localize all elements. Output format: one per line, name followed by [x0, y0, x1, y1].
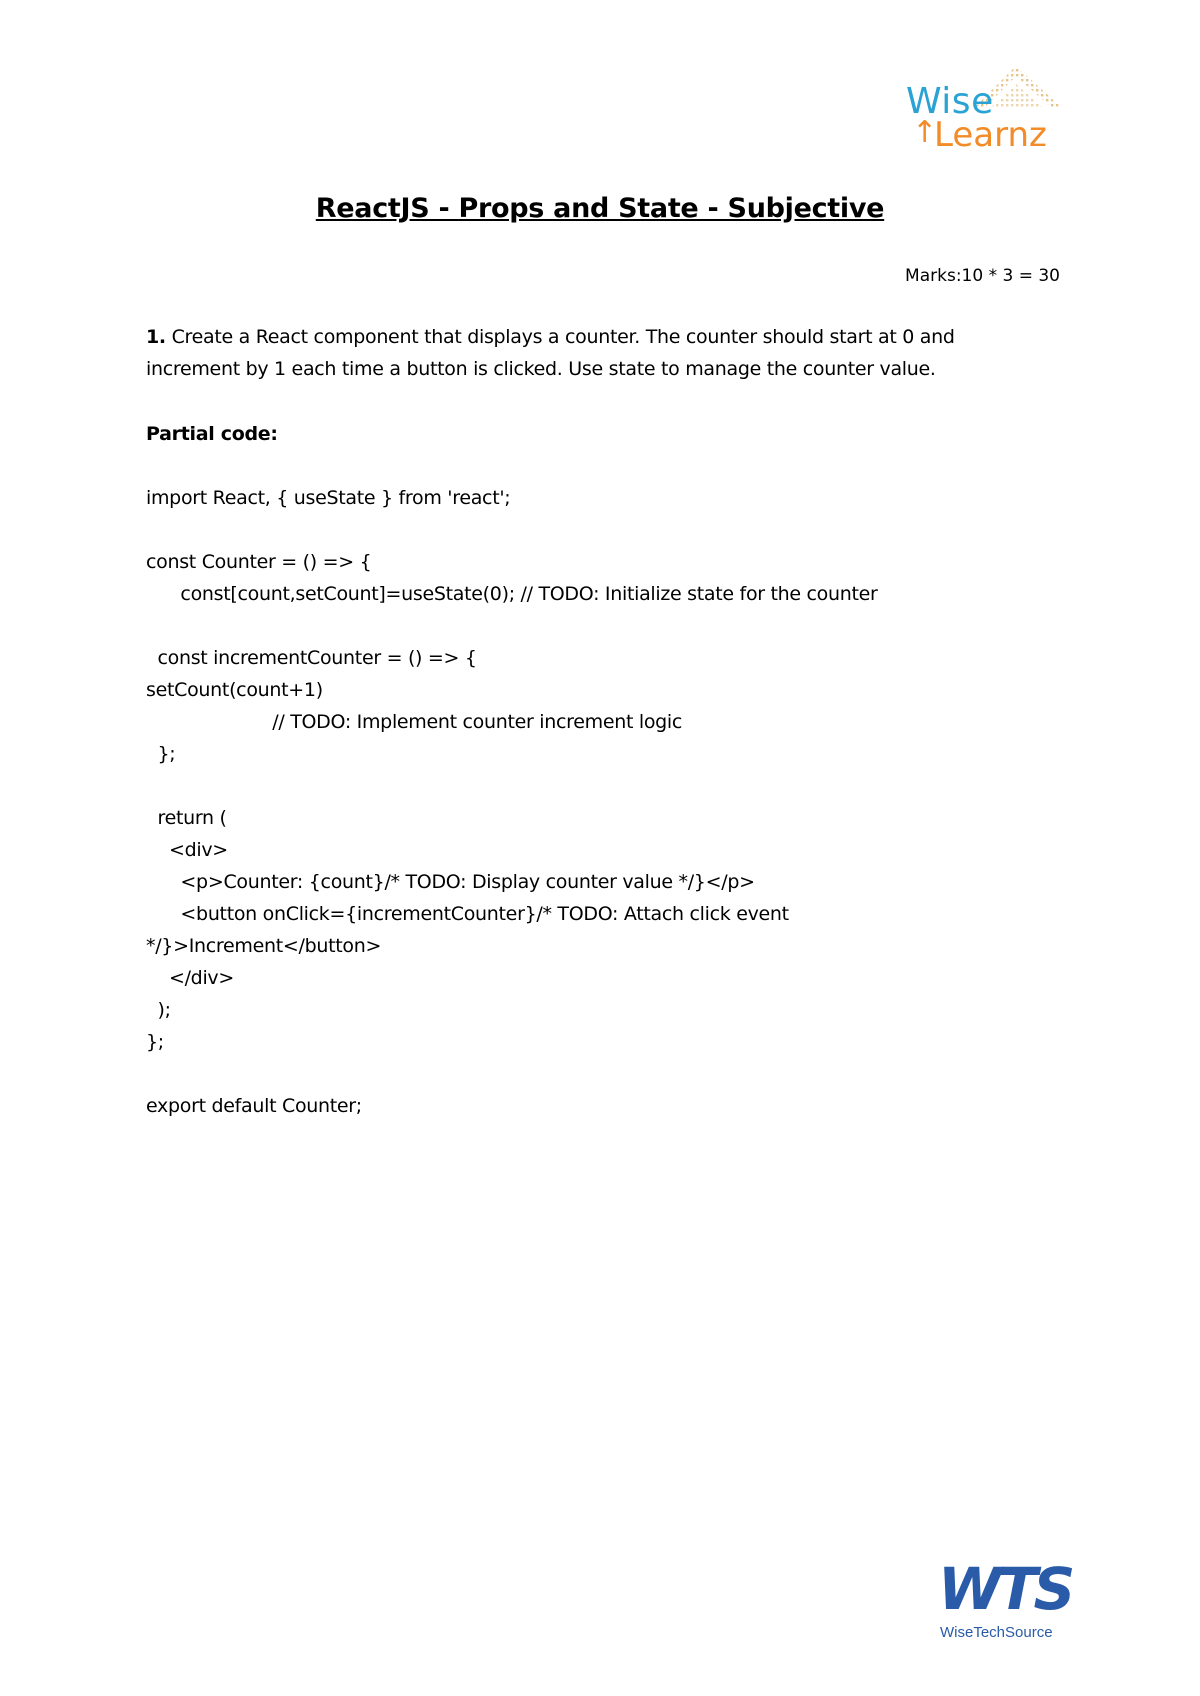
marks-label: Marks:10 * 3 = 30	[905, 266, 1060, 286]
code-line: export default Counter;	[146, 1095, 362, 1117]
logo-learnz-text: Learnz	[934, 115, 1047, 155]
code-line: <p>Counter: {count}/* TODO: Display counter value */}</p>	[146, 871, 755, 893]
question-text-1: Create a React component that displays a counter. The counter should start at 0 and	[165, 326, 955, 348]
code-line: );	[146, 999, 171, 1021]
question-line-2: increment by 1 each time a button is clicked. Use state to manage the counter value.	[146, 358, 936, 380]
code-line: };	[146, 743, 176, 765]
partial-code-label: Partial code:	[146, 423, 278, 445]
code-line: };	[146, 1031, 164, 1053]
page-title: ReactJS - Props and State - Subjective	[315, 193, 885, 224]
question-line-1	[146, 321, 955, 353]
wts-logo-caption: WiseTechSource	[940, 1624, 1053, 1641]
question-number: 1.	[146, 326, 166, 348]
wise-learnz-logo	[906, 64, 1066, 154]
code-line: const incrementCounter = () => {	[146, 647, 477, 669]
code-line: // TODO: Implement counter increment logic	[146, 711, 683, 733]
code-line: import React, { useState } from 'react';	[146, 487, 511, 509]
code-line: <button onClick={incrementCounter}/* TODO: Attach click event	[146, 903, 789, 925]
logo-wise-text: Wise	[906, 81, 994, 122]
wisetechsource-logo	[936, 1555, 1072, 1641]
up-arrow-icon: ↑	[912, 115, 938, 150]
code-line: </div>	[146, 967, 234, 989]
code-line: return (	[146, 807, 227, 829]
wts-logo-mark: WTS	[938, 1555, 1072, 1623]
code-line: <div>	[146, 839, 228, 861]
code-line: const[count,setCount]=useState(0); // TODO: Initialize state for the counter	[146, 583, 878, 605]
code-line: */}>Increment</button>	[146, 935, 382, 957]
code-line: setCount(count+1)	[146, 679, 323, 701]
code-line: const Counter = () => {	[146, 551, 372, 573]
